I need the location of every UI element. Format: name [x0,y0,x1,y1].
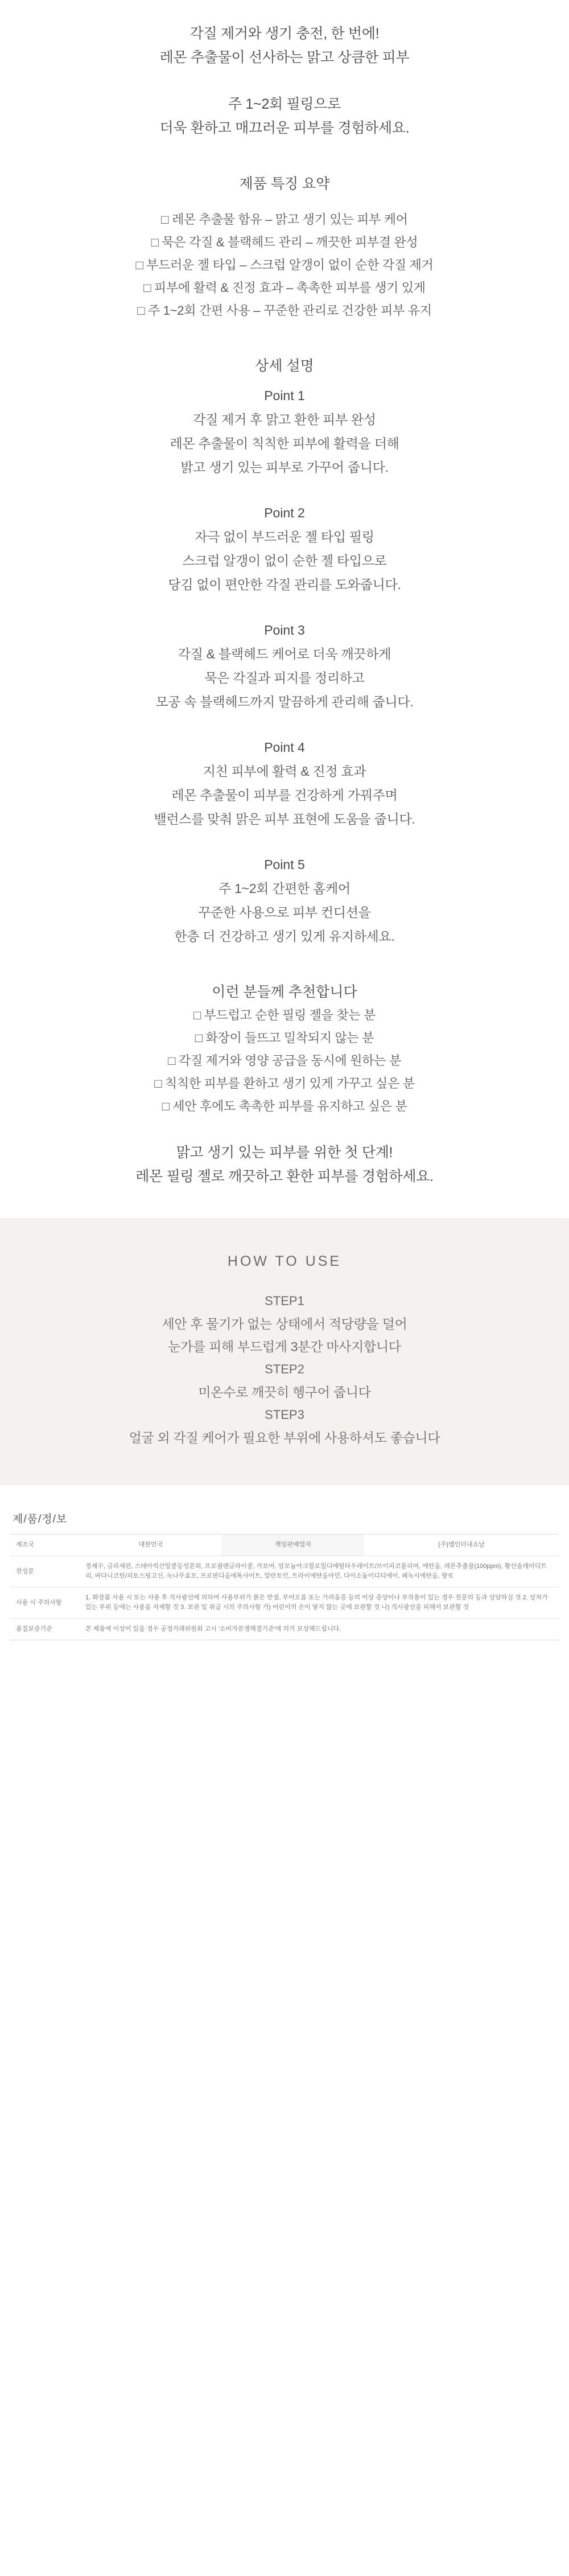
recommend-section [0,980,569,1118]
features-section [0,172,569,322]
recommend-item: □ 세안 후에도 촉촉한 피부를 유지하고 싶은 분 [162,1099,407,1113]
point-line: 밝고 생기 있는 피부로 가꾸어 줍니다. [180,460,389,475]
product-info-heading: 제/품/정/보 [13,1513,68,1525]
recommend-title: 이런 분들께 추천합니다 [212,984,357,1000]
feature-item: □ 묵은 각질 & 블랙헤드 관리 – 깨끗한 피부결 완성 [151,235,418,249]
spacer [0,948,569,980]
features-title: 제품 특징 요약 [239,176,330,192]
step-text: 얼굴 외 각질 케어가 필요한 부위에 사용하셔도 좋습니다 [129,1430,440,1445]
point-line: 레몬 추출물이 피부를 건강하게 가꿔주며 [171,788,398,803]
feature-item: □ 부드러운 젤 타입 – 스크럽 알갱이 없이 순한 각질 제거 [135,258,434,272]
step-label: STEP2 [265,1362,304,1376]
details-section [0,354,569,948]
point-line: 지친 피부에 활력 & 진정 효과 [203,764,366,779]
point-line: 주 1~2회 간편한 홈케어 [218,881,351,896]
closing-line-1: 맑고 생기 있는 피부를 위한 첫 단계! [176,1145,393,1161]
hero-line-3: 주 1~2회 필링으로 [228,96,341,112]
row-label: 품질보증기준 [10,1619,80,1640]
row-value: 본 제품에 이상이 있을 경우 공정거래위원회 고시 '소비자분쟁해결기준'에 의거 보상해드립니다. [80,1619,559,1640]
point-line: 스크럽 알갱이 없이 순한 젤 타입으로 [182,553,387,568]
hero-line-2: 레몬 추출물이 선사하는 맑고 상큼한 피부 [159,50,410,65]
spacer [0,1118,569,1141]
how-to-use-section [0,1218,569,1485]
row-label: 제조국 [16,1541,34,1548]
row-label: 사용 시 주의사항 [10,1587,80,1619]
row-sub-value: (주)엠인터내쇼날 [438,1541,485,1548]
point-line: 각질 & 블랙헤드 케어로 더욱 깨끗하게 [178,647,391,661]
step-text: 세안 후 물기가 없는 상태에서 적당량을 덜어 [162,1316,407,1331]
point-label: Point 4 [264,740,305,755]
point-line: 당김 없이 편안한 각질 관리를 도와줍니다. [168,577,401,592]
recommend-item: □ 칙칙한 피부를 환하고 생기 있게 가꾸고 싶은 분 [154,1076,415,1091]
hero-section [0,0,569,140]
point-line: 꾸준한 사용으로 피부 컨디션을 [198,905,371,920]
point-label: Point 5 [264,857,305,872]
table-row [10,1619,559,1640]
row-value: 대한민국 [138,1541,163,1548]
step-text: 미온수로 깨끗히 헹구어 줍니다 [198,1385,371,1400]
step-label: STEP3 [265,1408,304,1422]
closing-line-2: 레몬 필링 젤로 깨끗하고 환한 피부를 경험하세요. [135,1168,434,1184]
how-to-use-title: HOW TO USE [227,1253,342,1269]
point-line: 밸런스를 맞춰 맑은 피부 표현에 도움을 줍니다. [154,812,415,826]
point-line: 자극 없이 부드러운 젤 타입 필링 [195,529,374,544]
spacer [0,196,569,208]
row-value: 1. 화장품 사용 시 또는 사용 후 직사광선에 의하여 사용부위가 붉은 반점, 부어오름 또는 가려움증 등의 이상 증상이나 부작용이 있는 경우 전문의 등과 상담하실 것 2. 상처가 있는 부위 등에는 사용을 자제할 것 3. 보관 및 취급 시의 주의사항 가) 어린이의 손이 닿지 않는 곳에 보관할 것 나) 직사광선을 피해서 보관할 것 [80,1587,559,1619]
table-row [10,1587,559,1619]
feature-item: □ 레몬 추출물 함유 – 맑고 생기 있는 피부 케어 [161,212,408,227]
recommend-item: □ 각질 제거와 영양 공급을 동시에 원하는 분 [168,1054,401,1068]
recommend-item: □ 부드럽고 순한 필링 젤을 찾는 분 [193,1008,376,1022]
recommend-item: □ 화장이 들뜨고 밀착되지 않는 분 [195,1031,374,1045]
table-row [10,1556,559,1587]
feature-item: □ 주 1~2회 간편 사용 – 꾸준한 관리로 건강한 피부 유지 [137,303,432,318]
point-line: 각질 제거 후 맑고 환한 피부 완성 [193,412,376,427]
point-label: Point 3 [264,623,305,637]
step-text: 눈가를 피해 부드럽게 3분간 마사지합니다 [168,1339,401,1354]
row-value: 정제수, 글리세린, 스테아릭산알콜등성분외, 프로필렌글라이콜, 카보머, 암모늄아크릴로일디메틸타우레이트/브이피코폴리머, 에탄올, 레몬추출물(100ppm), 황산솔레미디트리, 바다니코틴/피토스핑고신, 녹나무효모, 프로판디올에톡사이트, 알란토인, 트라이에탄올아민, 다이소듐이디티에이, 페녹시에탄올, 향료 [80,1556,559,1587]
row-label: 전성분 [10,1556,80,1587]
closing-section [0,1141,569,1188]
point-line: 묵은 각질과 피지를 정리하고 [204,670,365,685]
hero-line-1: 각질 제거와 생기 충전, 한 번에! [189,26,380,42]
spacer [0,322,569,354]
row-sub-label: 책임판매업자 [222,1534,364,1556]
step-label: STEP1 [265,1294,304,1308]
spacer [0,140,569,172]
table-row [10,1534,559,1556]
point-label: Point 2 [264,505,305,520]
point-line: 모공 속 블랙헤드까지 말끔하게 관리해 줍니다. [155,694,414,709]
feature-item: □ 피부에 활력 & 진정 효과 – 촉촉한 피부를 생기 있게 [143,281,426,295]
spacer [0,69,569,92]
point-label: Point 1 [264,388,305,403]
point-line: 레몬 추출물이 칙칙한 피부에 활력을 더해 [170,436,399,451]
point-line: 한층 더 건강하고 생기 있게 유지하세요. [174,929,395,944]
hero-line-4: 더욱 환하고 매끄러운 피부를 경험하세요. [159,120,410,136]
details-title: 상세 설명 [255,358,314,374]
product-info-section [0,1485,569,1663]
product-info-table [10,1534,559,1640]
